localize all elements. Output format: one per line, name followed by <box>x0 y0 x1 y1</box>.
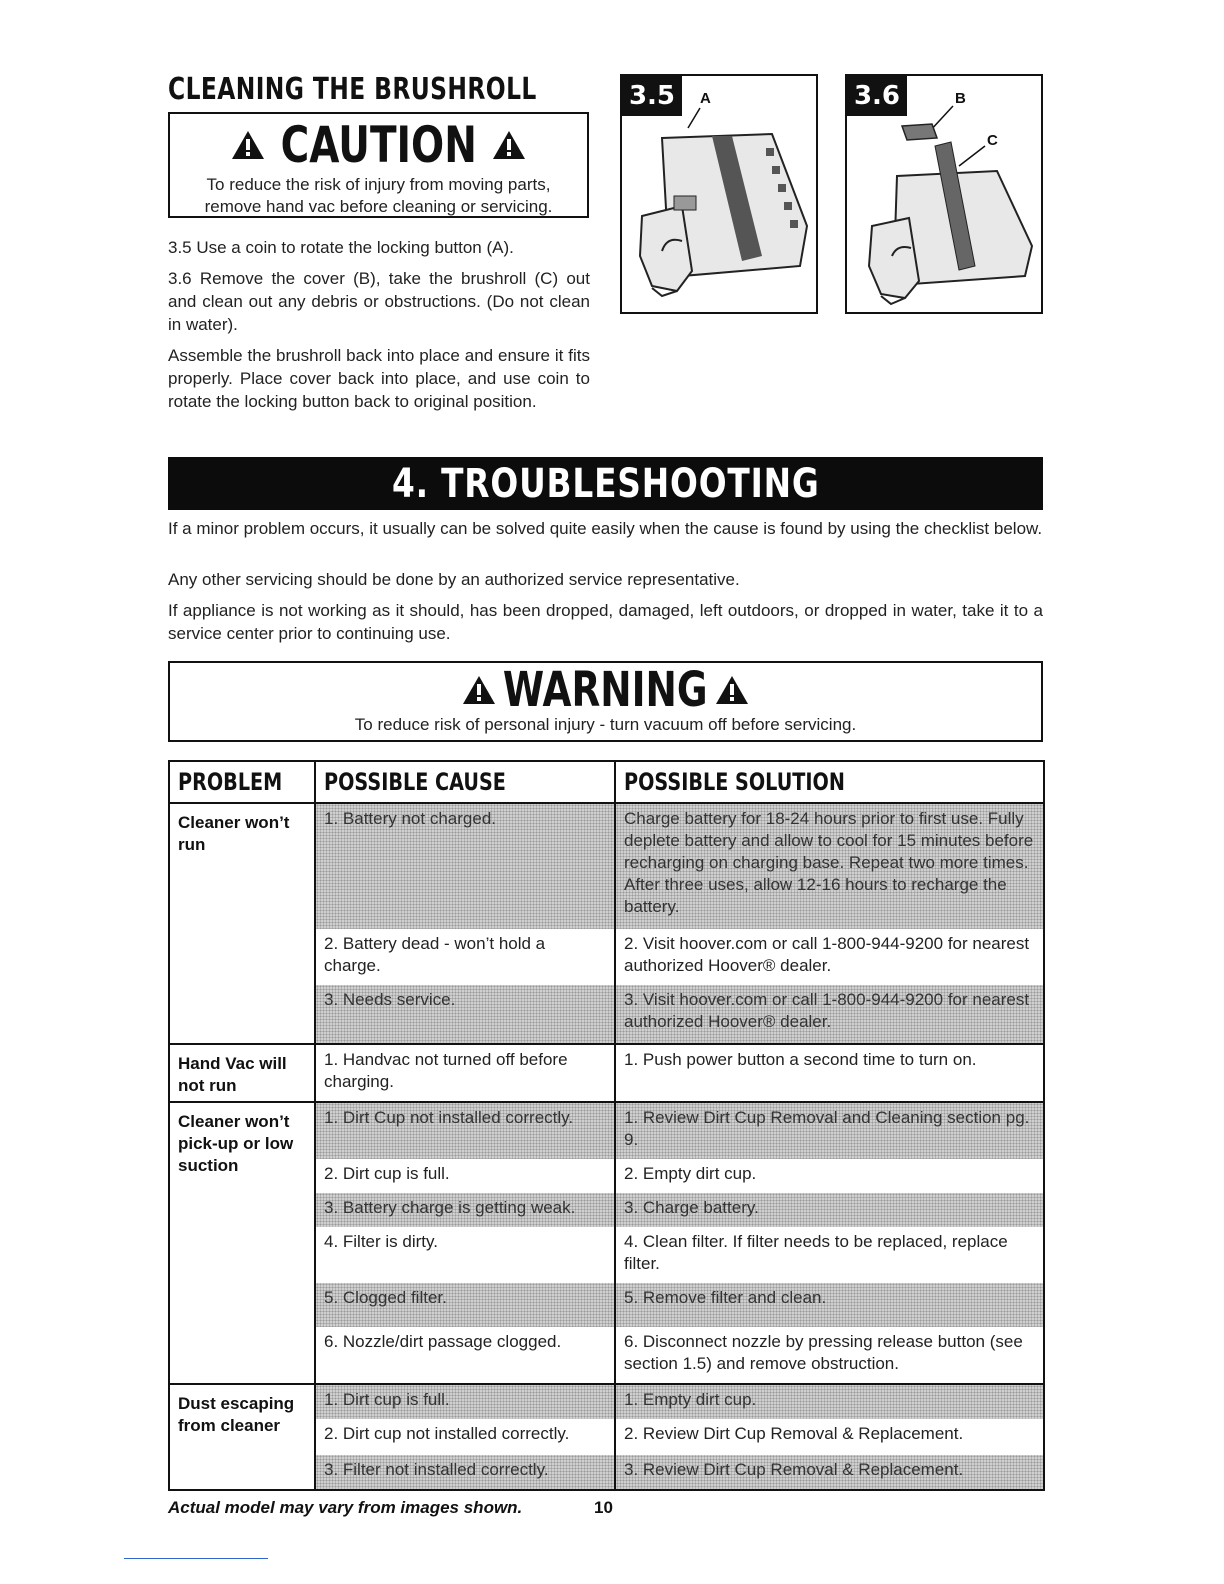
warning-heading <box>170 662 1041 718</box>
solution-cell: 6. Disconnect nozzle by pressing release button (see section 1.5) and remove obstruction. <box>615 1327 1044 1384</box>
warning-triangle-icon <box>715 675 749 705</box>
solution-cell: 3. Review Dirt Cup Removal & Replacement. <box>615 1455 1044 1490</box>
problem-cell: Hand Vac will not run <box>169 1044 315 1102</box>
page-number: 10 <box>594 1498 613 1517</box>
figure-badge: 3.6 <box>847 76 907 116</box>
callout-a: A <box>700 90 711 107</box>
troubleshooting-header <box>168 457 1043 510</box>
solution-cell: 3. Visit hoover.com or call 1-800-944-9200 for nearest authorized Hoover® dealer. <box>615 985 1044 1044</box>
section-title: CLEANING THE BRUSHROLL <box>168 72 537 107</box>
solution-cell: 2. Visit hoover.com or call 1-800-944-9200 for nearest authorized Hoover® dealer. <box>615 929 1044 985</box>
header-problem: PROBLEM <box>169 761 315 803</box>
solution-cell: 3. Charge battery. <box>615 1193 1044 1227</box>
caution-box <box>168 112 589 218</box>
callout-c: C <box>987 132 998 149</box>
warning-triangle-icon <box>231 130 265 160</box>
table-header-row <box>169 761 1044 803</box>
assemble-instructions: Assemble the brushroll back into place and ensure it fits properly. Place cover back into place, and use coin to rotate the locking button back to original position. <box>168 346 590 411</box>
solution-cell: 1. Review Dirt Cup Removal and Cleaning section pg. 9. <box>615 1102 1044 1159</box>
cause-cell: 1. Dirt cup is full. <box>315 1384 615 1419</box>
solution-cell: 2. Empty dirt cup. <box>615 1159 1044 1193</box>
problem-cell: Cleaner won’t run <box>169 803 315 1044</box>
header-solution: POSSIBLE SOLUTION <box>615 761 1044 803</box>
warning-box <box>168 661 1043 742</box>
table-body <box>169 803 1044 1490</box>
problem-cell: Dust escaping from cleaner <box>169 1384 315 1490</box>
table-row <box>169 1102 1044 1159</box>
caution-text <box>170 174 587 218</box>
troubleshooting-servicing-note: Any other servicing should be done by an authorized service representative. <box>168 570 740 589</box>
figure-3-5 <box>620 74 818 314</box>
brushroll-nozzle-illustration <box>622 76 815 311</box>
caution-text-line: remove hand vac before cleaning or servicing. <box>204 197 553 216</box>
caution-word: CAUTION <box>280 116 477 174</box>
cause-cell: 3. Needs service. <box>315 985 615 1044</box>
warning-triangle-icon <box>462 675 496 705</box>
step-3-6: 3.6 Remove the cover (B), take the brushroll (C) out and clean out any debris or obstructions. (Do not clean in water). <box>168 269 590 334</box>
caution-text-line: To reduce the risk of injury from moving parts, <box>206 175 551 194</box>
solution-cell: 2. Review Dirt Cup Removal & Replacement. <box>615 1419 1044 1455</box>
warning-text: To reduce risk of personal injury - turn vacuum off before servicing. <box>354 715 857 734</box>
cause-cell: 1. Battery not charged. <box>315 803 615 929</box>
table-row <box>169 1044 1044 1102</box>
problem-cell: Cleaner won’t pick-up or low suction <box>169 1102 315 1384</box>
footer-note: Actual model may vary from images shown. <box>168 1498 523 1517</box>
caution-heading <box>170 116 587 174</box>
callout-b: B <box>955 90 966 107</box>
brushroll-removed-illustration <box>847 76 1040 311</box>
solution-cell: 1. Push power button a second time to turn on. <box>615 1044 1044 1102</box>
footer-rule <box>124 1558 268 1559</box>
warning-word: WARNING <box>503 662 708 718</box>
table-row <box>169 1384 1044 1419</box>
troubleshooting-damage-note: If appliance is not working as it should, has been dropped, damaged, left outdoors, or dropped in water, take it to a service center prior to continuing use. <box>168 601 1043 643</box>
cause-cell: 2. Dirt cup is full. <box>315 1159 615 1193</box>
solution-cell: 5. Remove filter and clean. <box>615 1283 1044 1327</box>
cause-cell: 3. Battery charge is getting weak. <box>315 1193 615 1227</box>
cause-cell: 5. Clogged filter. <box>315 1283 615 1327</box>
troubleshooting-intro: If a minor problem occurs, it usually can be solved quite easily when the cause is found by using the checklist below. <box>168 519 1043 538</box>
solution-cell: 4. Clean filter. If filter needs to be replaced, replace filter. <box>615 1227 1044 1283</box>
table-row <box>169 803 1044 929</box>
cause-cell: 3. Filter not installed correctly. <box>315 1455 615 1490</box>
figure-3-6 <box>845 74 1043 314</box>
solution-cell: Charge battery for 18-24 hours prior to first use. Fully deplete battery and allow to cool for 15 minutes before recharging on charging base. Repeat two more times. After three uses, allow 12-16 hours to recharge the battery. <box>615 803 1044 929</box>
cause-cell: 1. Dirt Cup not installed correctly. <box>315 1102 615 1159</box>
cause-cell: 2. Dirt cup not installed correctly. <box>315 1419 615 1455</box>
cause-cell: 4. Filter is dirty. <box>315 1227 615 1283</box>
step-3-5: 3.5 Use a coin to rotate the locking button (A). <box>168 238 514 257</box>
solution-cell: 1. Empty dirt cup. <box>615 1384 1044 1419</box>
cause-cell: 2. Battery dead - won’t hold a charge. <box>315 929 615 985</box>
figure-badge: 3.5 <box>622 76 682 116</box>
troubleshooting-title: 4. TROUBLESHOOTING <box>391 460 820 507</box>
cause-cell: 1. Handvac not turned off before charging. <box>315 1044 615 1102</box>
troubleshooting-table <box>168 760 1045 1491</box>
cause-cell: 6. Nozzle/dirt passage clogged. <box>315 1327 615 1384</box>
header-cause: POSSIBLE CAUSE <box>315 761 615 803</box>
warning-triangle-icon <box>492 130 526 160</box>
